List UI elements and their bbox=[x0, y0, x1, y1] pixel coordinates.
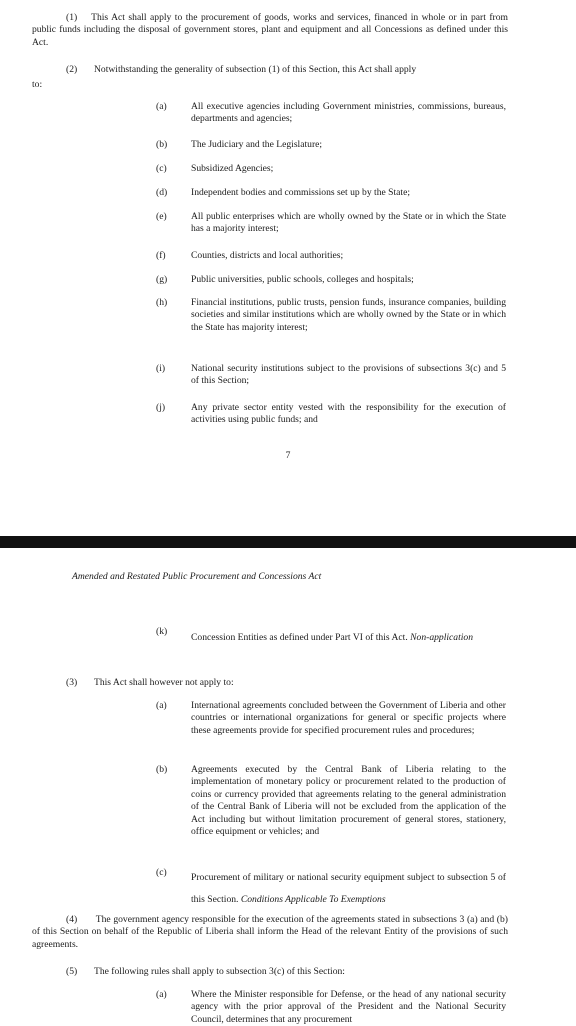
list-item-label: (a) bbox=[156, 700, 167, 711]
section-2-number: (2) bbox=[66, 64, 78, 75]
section-5-number: (5) bbox=[66, 966, 78, 977]
section-2-text: Notwithstanding the generality of subsection (1) of this Section, this Act shall apply bbox=[93, 64, 417, 75]
section-2-to: to: bbox=[32, 79, 43, 90]
section-1-number: (1) bbox=[66, 12, 78, 23]
list-item-label: (b) bbox=[156, 764, 168, 775]
list-item-text: Any private sector entity vested with the responsibility for the execution of activities using public funds; and bbox=[191, 402, 506, 426]
list-item-label: (g) bbox=[156, 274, 168, 285]
section-1-text: This Act shall apply to the procurement of goods, works and services, financed in whole or in part from public funds including the disposal of government stores, plant and equipment and all Concessions as defined under this Act. bbox=[32, 12, 508, 48]
item-c-text: Procurement of military or national security equipment subject to subsection 5 of this Section. bbox=[191, 872, 506, 905]
list-item-text: Subsidized Agencies; bbox=[191, 163, 274, 174]
section-4-number: (4) bbox=[66, 914, 78, 925]
list-item-text: Public universities, public schools, colleges and hospitals; bbox=[191, 274, 414, 285]
page-number: 7 bbox=[285, 450, 291, 461]
section-5-paragraph bbox=[66, 966, 506, 978]
list-item-text bbox=[191, 867, 506, 911]
list-item-label: (k) bbox=[156, 626, 168, 637]
list-item-text: All public enterprises which are wholly owned by the State or in which the State has a majority interest; bbox=[191, 211, 506, 235]
list-item-text: National security institutions subject to the provisions of subsections 3(c) and 5 of this Section; bbox=[191, 363, 506, 387]
section-2-paragraph bbox=[66, 64, 516, 76]
list-item-label: (j) bbox=[156, 402, 166, 413]
list-item-label: (d) bbox=[156, 187, 168, 198]
list-item-label: (c) bbox=[156, 163, 167, 174]
list-item-text: Independent bodies and commissions set up by the State; bbox=[191, 187, 411, 198]
section-4-text: The government agency responsible for the execution of the agreements stated in subsections 3 (a) and (b) of this Section on behalf of the Republic of Liberia shall inform the Head of the relevant Entity of the provisions of such agreements. bbox=[32, 914, 508, 950]
list-item-text: International agreements concluded between the Government of Liberia and other countries or international organizations for general or specific projects where these agreements provide for specified procurement rules and procedures; bbox=[191, 700, 506, 736]
list-item-label: (c) bbox=[156, 867, 167, 878]
section-1-paragraph bbox=[32, 12, 508, 49]
item-k-heading: Non-application bbox=[410, 632, 474, 643]
list-item-text: Counties, districts and local authorities; bbox=[191, 250, 344, 261]
list-item-text: Where the Minister responsible for Defense, or the head of any national security agency with the prior approval of the President and the National Security Council, determines that any procurement bbox=[191, 989, 506, 1025]
list-item-label: (a) bbox=[156, 101, 167, 112]
list-item-label: (i) bbox=[156, 363, 166, 374]
item-c-heading: Conditions Applicable To Exemptions bbox=[240, 894, 386, 905]
list-item-label: (a) bbox=[156, 989, 167, 1000]
item-k-text: Concession Entities as defined under Part VI of this Act. bbox=[191, 632, 408, 643]
list-item-text: The Judiciary and the Legislature; bbox=[191, 139, 323, 150]
list-item-text bbox=[191, 626, 506, 650]
list-item-text: Financial institutions, public trusts, pension funds, insurance companies, building societies and similar institutions which are wholly owned by the State or in which the State has majority interest; bbox=[191, 297, 506, 333]
section-3-text: This Act shall however not apply to: bbox=[93, 677, 234, 688]
section-3-paragraph bbox=[66, 677, 506, 689]
page-divider bbox=[0, 536, 576, 548]
list-item-text: Agreements executed by the Central Bank of Liberia relating to the implementation of monetary policy or procurement related to the production of coins or currency provided that agreements relating to the general administration of the Central Bank of Liberia will not be excluded from the application of the Act including but without limitation procurement of general stores, stationery, office equipment or vehicles; and bbox=[191, 764, 506, 838]
section-3-number: (3) bbox=[66, 677, 78, 688]
section-4-paragraph bbox=[32, 914, 508, 951]
list-item-text: All executive agencies including Government ministries, commissions, bureaus, departments and agencies; bbox=[191, 101, 506, 125]
list-item-label: (e) bbox=[156, 211, 167, 222]
running-header: Amended and Restated Public Procurement and Concessions Act bbox=[72, 571, 322, 582]
list-item-label: (h) bbox=[156, 297, 168, 308]
list-item-label: (f) bbox=[156, 250, 166, 261]
section-5-text: The following rules shall apply to subsection 3(c) of this Section: bbox=[93, 966, 345, 977]
list-item-label: (b) bbox=[156, 139, 168, 150]
